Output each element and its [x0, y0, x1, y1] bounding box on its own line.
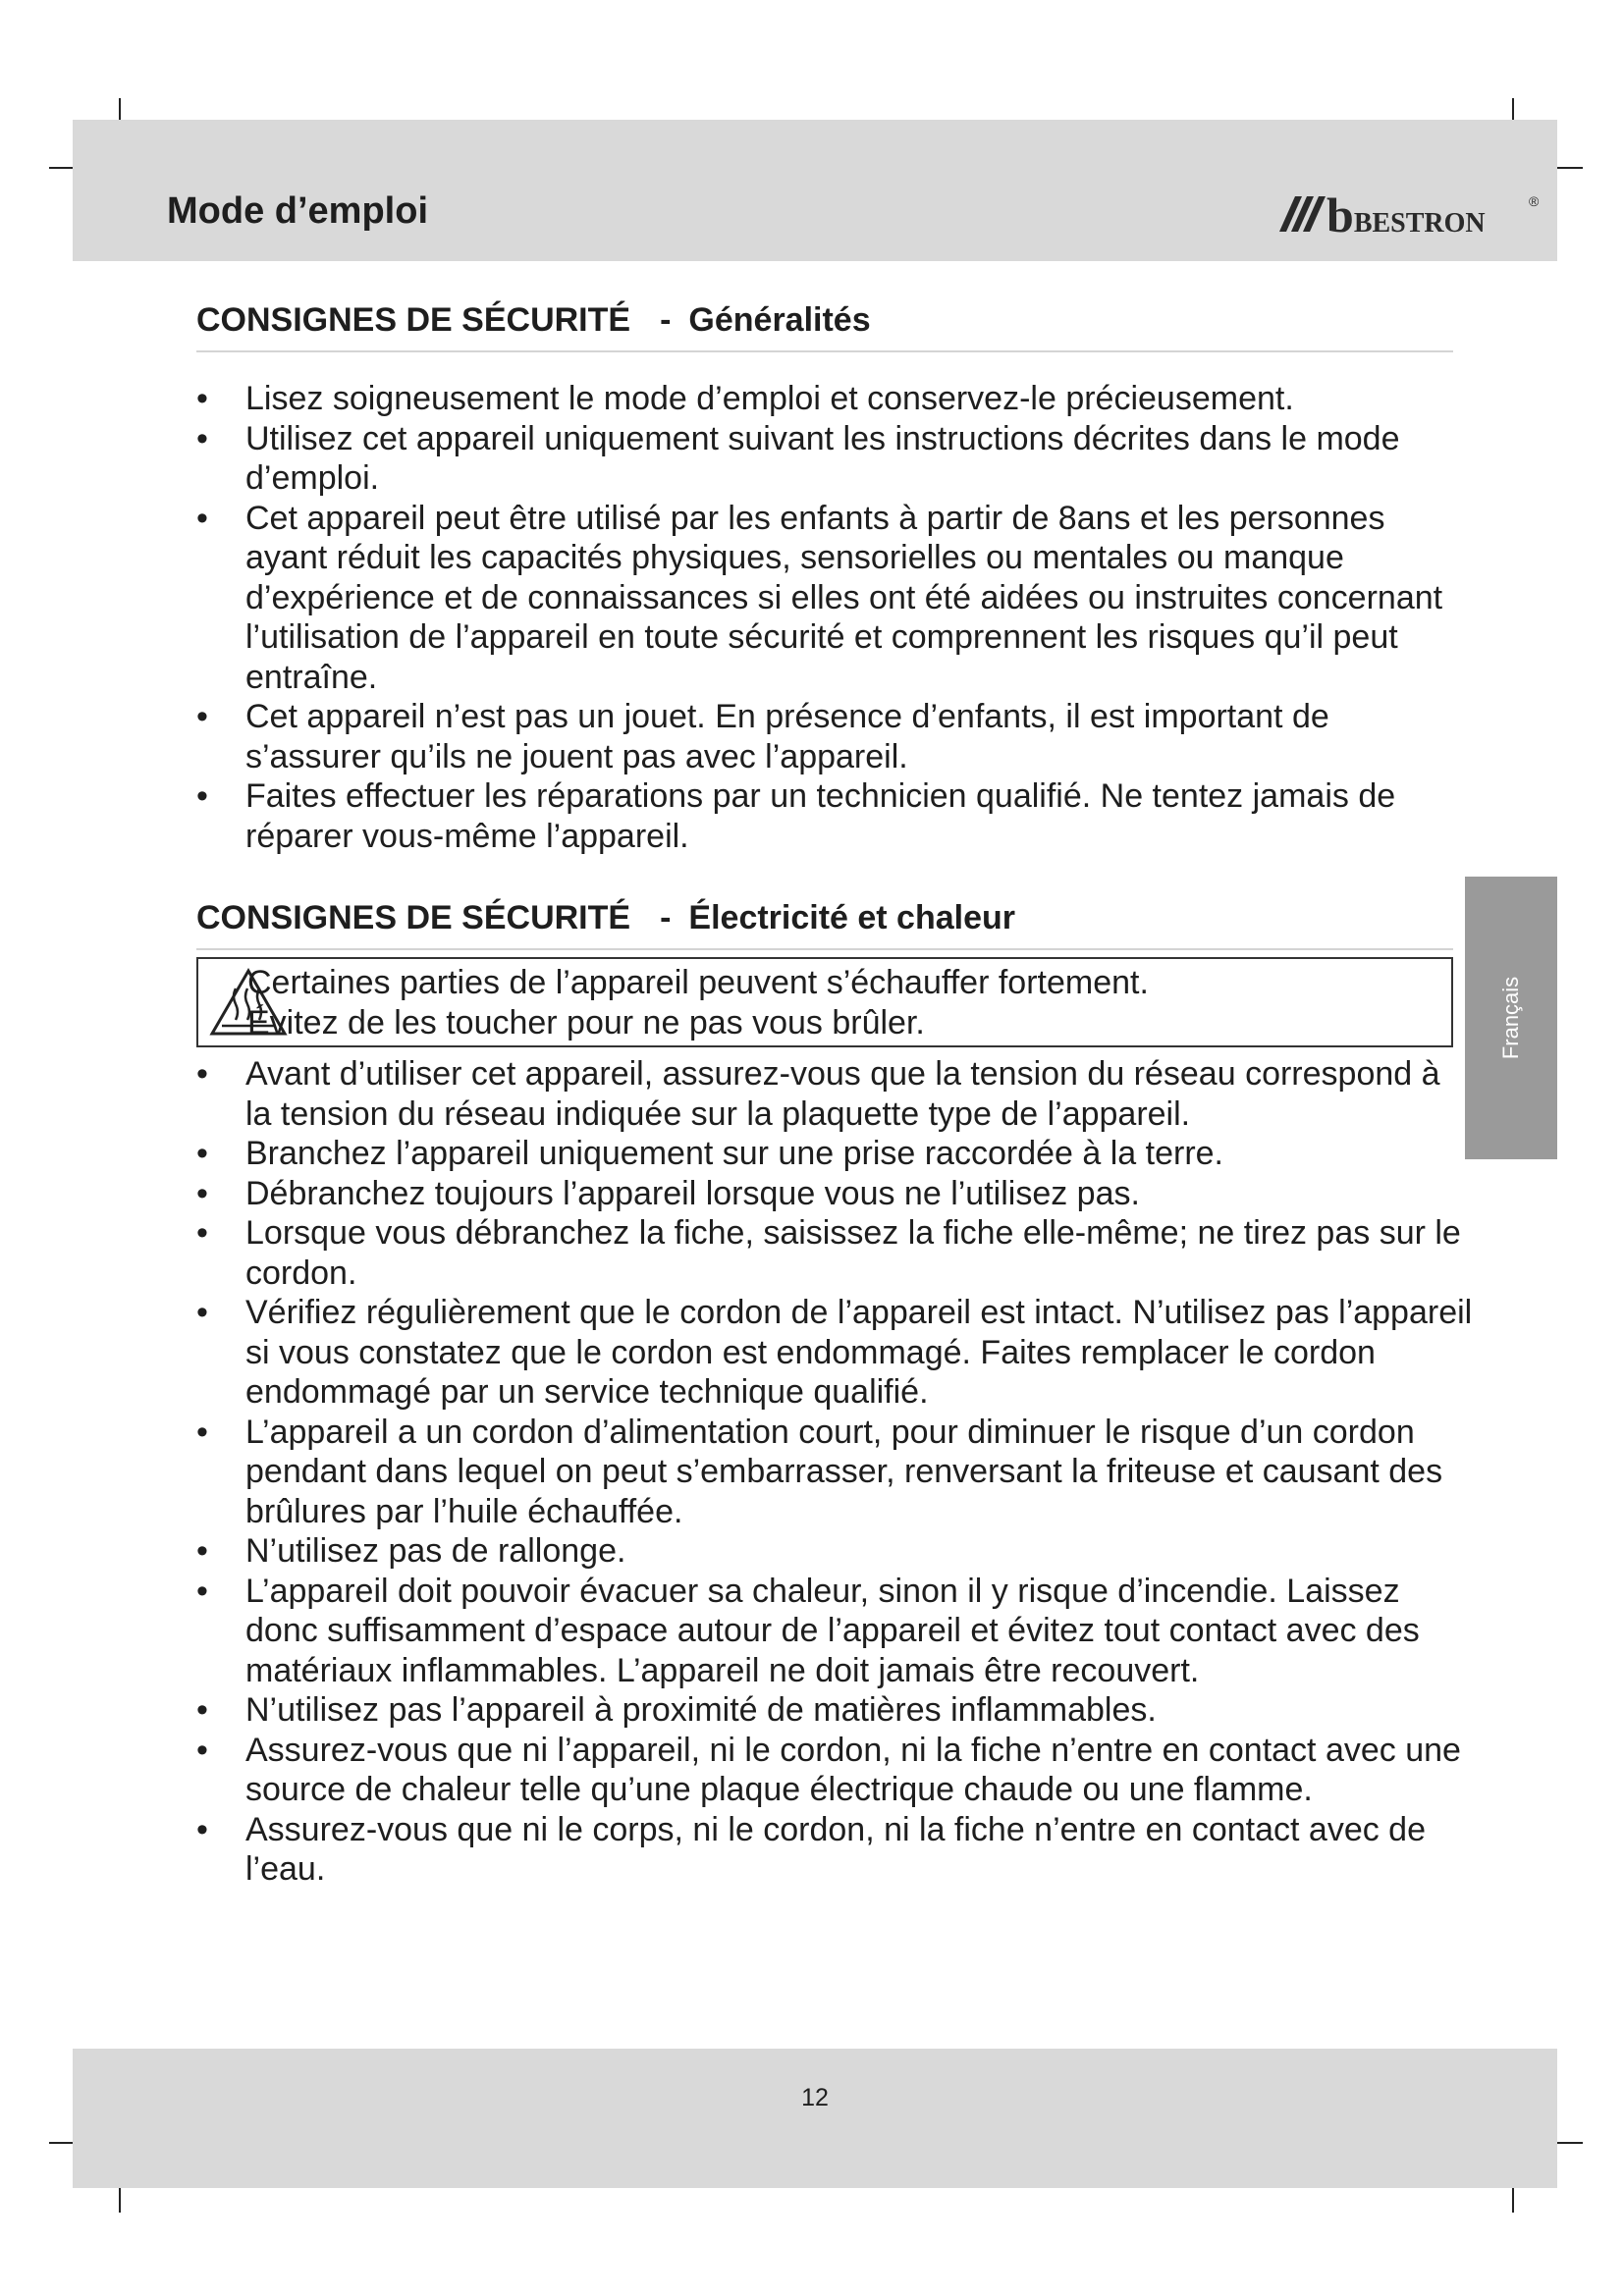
header-band	[73, 120, 1557, 261]
page-number: 12	[801, 2084, 829, 2111]
section-title-general	[196, 303, 1453, 352]
page-title: Mode d’emploi	[167, 190, 428, 232]
bestron-logo	[1275, 188, 1550, 238]
warning-line-2: Évitez de les toucher pour ne pas vous brûler.	[247, 1003, 925, 1041]
footer-band	[73, 2049, 1557, 2188]
section-title-sub: Électricité et chaleur	[688, 899, 1016, 936]
list-item: • N’utilisez pas de rallonge.	[196, 1531, 1473, 1572]
logo-text: bestron	[1353, 196, 1486, 238]
list-item: • Utilisez cet appareil uniquement suivant les instructions décrites dans le mode d’emploi.	[196, 419, 1473, 499]
language-tab-label: Français	[1498, 976, 1523, 1060]
warning-line-1: Certaines parties de l’appareil peuvent s’échauffer fortement.	[247, 964, 1149, 1001]
list-item: • Cet appareil peut être utilisé par les enfants à partir de 8ans et les personnes ayant réduit les capacités physiques, sensorielles ou mentales ou manque d’expérience et de connaissances si elles ont été aidées ou instruites concernant l’utilisation de l’appareil en toute sécurité et comprennent les risques qu’il peut entraîne.	[196, 499, 1473, 698]
warning-text	[247, 963, 1149, 1042]
list-item: • N’utilisez pas l’appareil à proximité de matières inflammables.	[196, 1690, 1473, 1731]
section-title-electricity	[196, 901, 1453, 950]
general-safety-list	[196, 379, 1473, 856]
logo-registered-mark: ®	[1529, 193, 1540, 209]
list-item: • Débranchez toujours l’appareil lorsque vous ne l’utilisez pas.	[196, 1174, 1473, 1214]
list-item: • Lorsque vous débranchez la fiche, saisissez la fiche elle-même; ne tirez pas sur le cordon.	[196, 1213, 1473, 1293]
list-item: • Assurez-vous que ni l’appareil, ni le cordon, ni la fiche n’entre en contact avec une source de chaleur telle qu’une plaque électrique chaude ou une flamme.	[196, 1731, 1473, 1810]
language-tab	[1465, 877, 1557, 1159]
hot-surface-warning-box	[196, 957, 1453, 1047]
list-item: • Branchez l’appareil uniquement sur une prise raccordée à la terre.	[196, 1134, 1473, 1174]
section-title-separator: -	[660, 301, 672, 339]
list-item: • Avant d’utiliser cet appareil, assurez-vous que la tension du réseau correspond à la tension du réseau indiquée sur la plaquette type de l’appareil.	[196, 1054, 1473, 1134]
section-title-separator: -	[660, 899, 672, 936]
section-title-main: CONSIGNES DE SÉCURITÉ	[196, 301, 631, 339]
list-item: • Vérifiez régulièrement que le cordon de l’appareil est intact. N’utilisez pas l’appareil si vous constatez que le cordon est endommagé. Faites remplacer le cordon endommagé par un service technique qualifié.	[196, 1293, 1473, 1413]
section-title-sub: Généralités	[688, 301, 871, 339]
list-item: • Lisez soigneusement le mode d’emploi et conservez-le précieusement.	[196, 379, 1473, 419]
electricity-safety-list	[196, 1054, 1473, 1890]
list-item: • Cet appareil n’est pas un jouet. En présence d’enfants, il est important de s’assurer qu’ils ne jouent pas avec l’appareil.	[196, 697, 1473, 776]
section-title-main: CONSIGNES DE SÉCURITÉ	[196, 899, 631, 936]
list-item: • L’appareil a un cordon d’alimentation court, pour diminuer le risque d’un cordon pendant dans lequel on peut s’embarrasser, renversant la friteuse et causant des brûlures par l’huile échauffée.	[196, 1413, 1473, 1532]
svg-text:bbestron: bbestron	[1326, 188, 1486, 238]
list-item: • Faites effectuer les réparations par un technicien qualifié. Ne tentez jamais de réparer vous-même l’appareil.	[196, 776, 1473, 856]
list-item: • L’appareil doit pouvoir évacuer sa chaleur, sinon il y risque d’incendie. Laissez donc suffisamment d’espace autour de l’appareil et évitez tout contact avec des matériaux inflammables. L’appareil ne doit jamais être recouvert.	[196, 1572, 1473, 1691]
list-item: • Assurez-vous que ni le corps, ni le cordon, ni la fiche n’entre en contact avec de l’eau.	[196, 1810, 1473, 1890]
